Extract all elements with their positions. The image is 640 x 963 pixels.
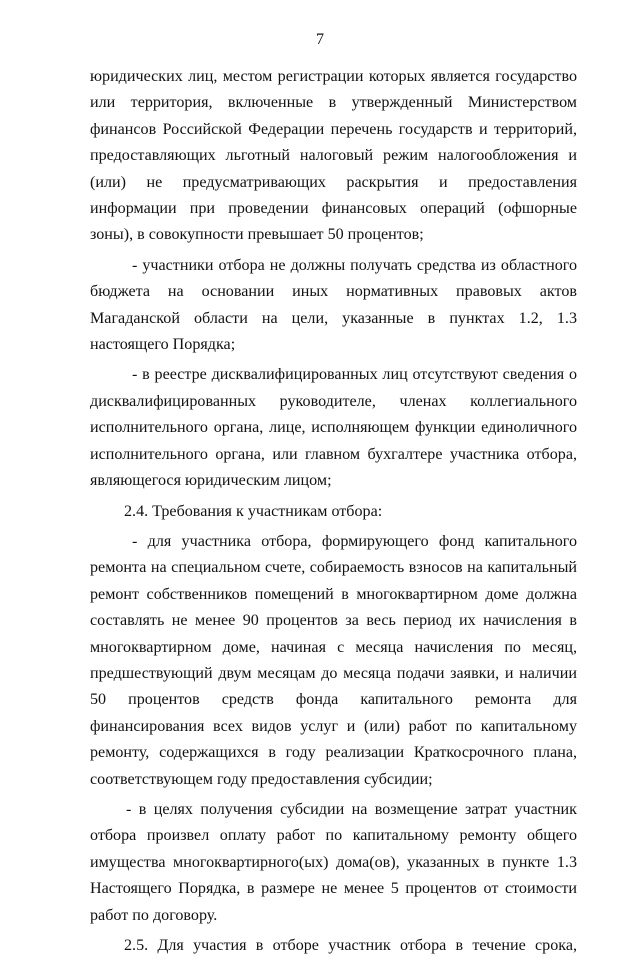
paragraph-2-5: 2.5. Для участия в отборе участник отбора в течение срока, [124, 937, 577, 954]
paragraph-regional-budget: - участники отбора не должны получать средства из областного бюджета на основании иных нормативных правовых актов Магаданской области на цели, указанные в пунктах 1.2, 1.3 настоящего Порядка; [90, 256, 577, 354]
paragraph-disqualified-registry: - в реестре дисквалифицированных лиц отсутствуют сведения о дисквалифицированных руководителе, членах коллегиального исполнительного органа, лице, исполняющем функции единоличного исполнительного органа, или главном бухгалтере участника отбора, являющегося юридическим лицом; [90, 366, 577, 490]
paragraph-offshore-share: юридических лиц, местом регистрации которых является государство или территория, включенные в утвержденный Министерством финансов Российской Федерации перечень государств и территорий, предоставляющих льготный налоговый режим налогообложения и (или) не предусматривающих раскрытия и предоставления информации при проведении финансовых операций (офшорные зоны), в совокупности превышает 50 процентов; [90, 68, 577, 244]
paragraph-special-account: - для участника отбора, формирующего фонд капитального ремонта на специальном счете, собираемость взносов на капитальный ремонт собственников помещений в многоквартирном доме должна составлять не менее 90 процентов за весь период их начисления в многоквартирном доме, начиная с месяца начисления по месяц, предшествующий двум месяцам до месяца подачи заявки, и наличии 50 процентов средств фонда капитального ремонта для финансирования всех видов услуг и (или) работ по капитальному ремонту, содержащихся в году реализации Краткосрочного плана, соответствующем году предоставления субсидии; [90, 532, 577, 788]
page-number: 7 [316, 31, 324, 48]
document-body [90, 64, 577, 963]
paragraph-subsidy-payment: - в целях получения субсидии на возмещение затрат участник отбора произвел оплату работ по капитальному ремонту общего имущества многоквартирного(ых) дома(ов), указанных в пункте 1.3 Настоящего Порядка, в размере не менее 5 процентов от стоимости работ по договору. [90, 800, 577, 924]
section-heading-2-4: 2.4. Требования к участникам отбора: [124, 502, 383, 520]
